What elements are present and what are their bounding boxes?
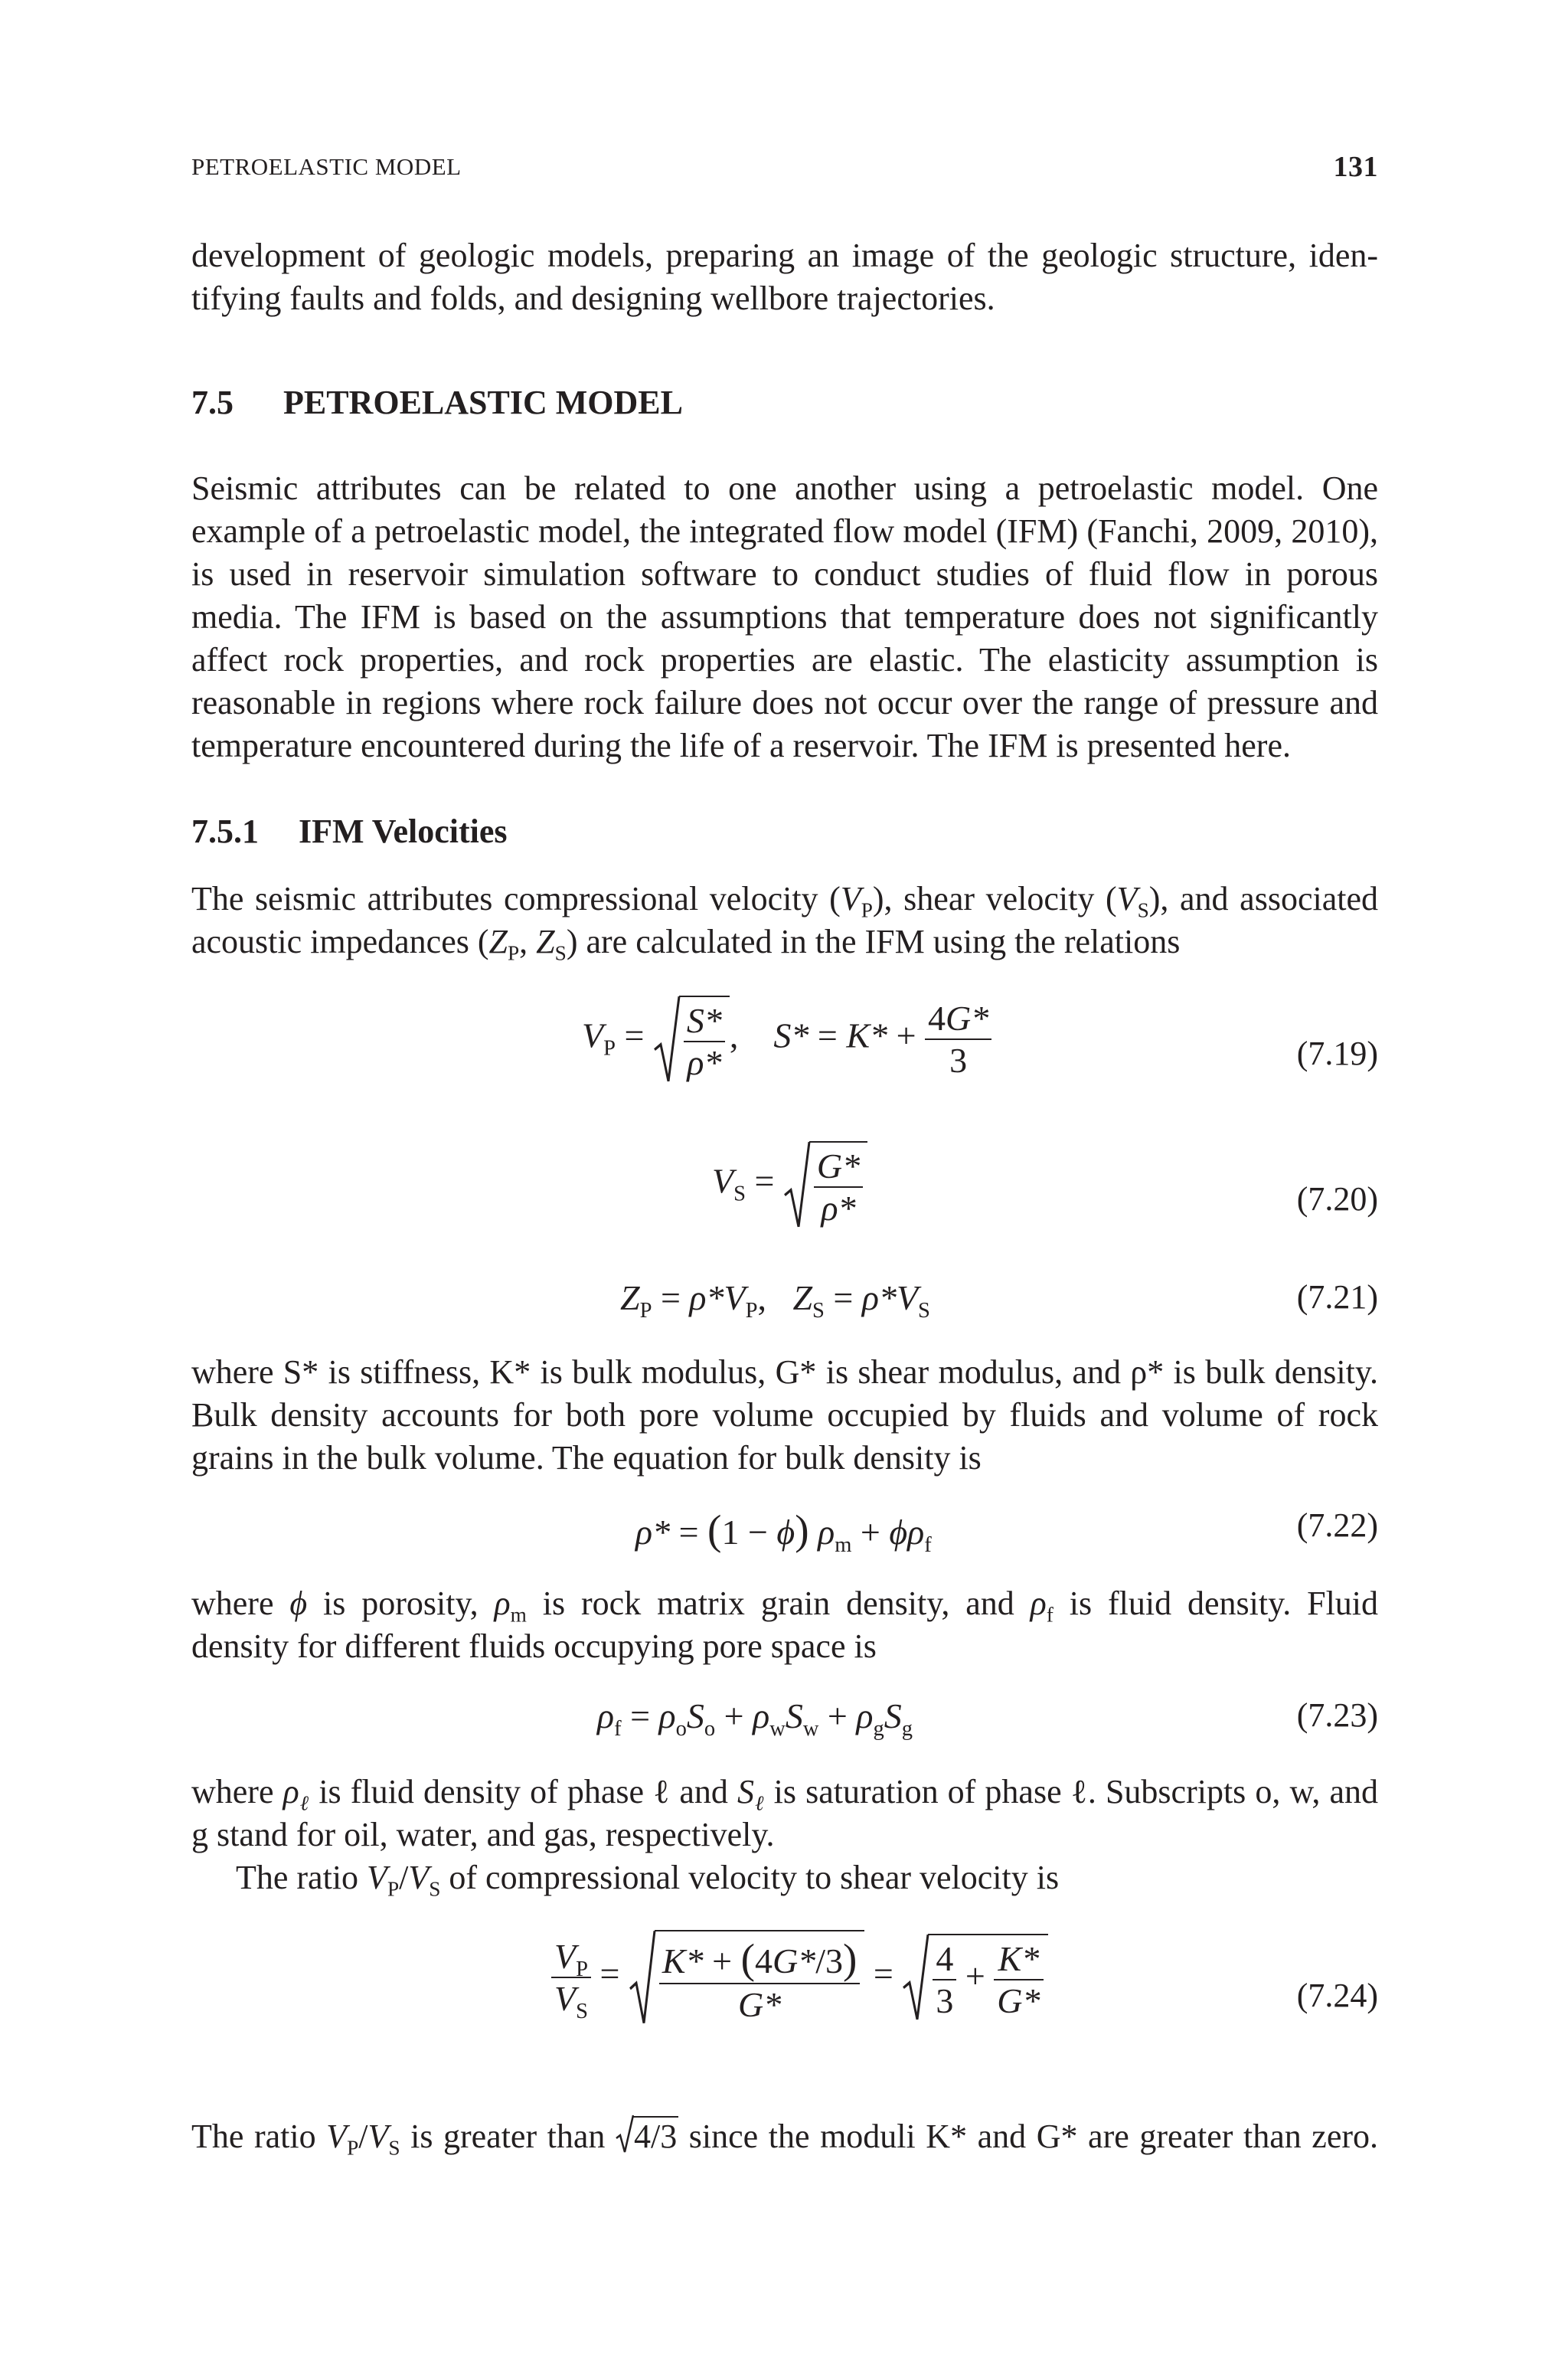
- eq-7-23-body: $\rho_f = \rho_oS_o + \rho_wS_w + \rho_gS_g$: [597, 1696, 913, 1741]
- where-1-rest: Bulk density accounts for both pore volume occupied by fluids and volume of rock grains in the bulk volume. The equation for bulk density is: [191, 1396, 1378, 1477]
- eq-7-20-body: $V_S$ = $\frac{G*}{\rho*}$: [712, 1141, 867, 1228]
- eq-7-21-body: $Z_P = \rho*V_P$, $Z_S = \rho*V_S$: [620, 1278, 930, 1323]
- ratio-intro: The ratio $V_P/V_S$ of compressional velocity to shear velocity is: [236, 1859, 1060, 1901]
- equation-7-20: [191, 1141, 1378, 1256]
- sqrt-symbol: $\frac{K* + (4G*/3)}{G*}$: [629, 1930, 864, 2025]
- intro-line-2: tifying faults and folds, and designing wellbore trajectories.: [191, 280, 995, 317]
- intro-line-1: development of geologic models, preparing an image of the geologic structure, iden-: [191, 237, 1378, 274]
- eq-number-7-19: (7.19): [1296, 1035, 1378, 1072]
- sqrt-symbol: $\frac{G*}{\rho*}$: [783, 1141, 867, 1228]
- sqrt-symbol: $\frac{S*}{\rho*}$: [653, 996, 730, 1083]
- running-title: PETROELASTIC MODEL: [191, 153, 462, 180]
- section-number: 7.5: [191, 384, 234, 421]
- subsection-title: IFM Velocities: [299, 813, 508, 850]
- intro-paragraph: [191, 234, 1378, 320]
- equation-7-23: [191, 1696, 1378, 1742]
- section-heading: [191, 383, 683, 422]
- eq-number-7-21: (7.21): [1296, 1278, 1378, 1316]
- final-paragraph: [191, 2115, 1378, 2158]
- equation-7-22: [191, 1506, 1378, 1555]
- eq-7-24-body: $\frac{V_P}{V_S}$ = $\frac{K* + (4G*/3)}{G*}$ = $\frac{4}{3}$ + $\frac{K*}{G*}$: [551, 1930, 1048, 2025]
- where-3-line-2: g stand for oil, water, and gas, respectively.: [191, 1816, 775, 1853]
- final-line: The ratio $V_P/V_S$ is greater than 4/3 since the moduli K* and G* are greater than zero.: [191, 2115, 1378, 2158]
- section-title: PETROELASTIC MODEL: [283, 384, 683, 421]
- subsection-number: 7.5.1: [191, 813, 259, 850]
- eq-7-19-body: $V_P$ = $\frac{S*}{\rho*}$ , S* = K* + $\frac{4G*}{3}$: [582, 996, 991, 1083]
- eq-number-7-23: (7.23): [1296, 1696, 1378, 1734]
- velocities-line-2: acoustic impedances ($Z_P$, $Z_S$) are calculated in the IFM using the relations: [191, 923, 1181, 965]
- sqrt-symbol: $\frac{4}{3}$ + $\frac{K*}{G*}$: [902, 1934, 1047, 2021]
- running-head: [191, 153, 1378, 199]
- where-1-line-1: where S* is stiffness, K* is bulk modulus, G* is shear modulus, and ρ* is bulk density.: [191, 1353, 1378, 1391]
- eq-7-22-body: ρ* = (1 − ϕ) $\rho_m + \phi\rho_f$: [635, 1506, 932, 1557]
- eq-number-7-22: (7.22): [1296, 1506, 1378, 1544]
- section-paragraph: Seismic attributes can be related to one another using a petroelastic model. One example of a petroelastic model, the integrated flow model (IFM) (Fanchi, 2009, 2010), is used in reservoir simulation software to conduct studies of fluid flow in porous media. The IFM is based on the assumptions that temperature does not significantly affect rock properties, and rock properties are elastic. The elasticity assumption is reasonable in regions where rock failure does not occur over the range of pressure and temperature encountered during the life of a reservoir. The IFM is presented here.: [191, 469, 1378, 764]
- equation-7-21: [191, 1277, 1378, 1323]
- equation-7-19: [191, 996, 1378, 1118]
- where-2-line-1: where ϕ is porosity, $\rho_m$ is rock matrix grain density, and $\rho_f$ is fluid density. Fluid: [191, 1585, 1379, 1627]
- where-paragraph-3: [191, 1771, 1378, 1899]
- velocities-paragraph: [191, 878, 1378, 963]
- page-number: 131: [1333, 151, 1378, 183]
- equation-7-24: [191, 1930, 1378, 2068]
- where-3-line-1: where $\rho_\ell$ is fluid density of phase ℓ and $S_\ell$ is saturation of phase ℓ. Subscripts o, w, and: [191, 1773, 1379, 1815]
- where-paragraph-2: [191, 1582, 1378, 1668]
- where-2-line-2: density for different fluids occupying pore space is: [191, 1627, 877, 1665]
- eq-number-7-20: (7.20): [1296, 1180, 1378, 1218]
- velocities-line-1: The seismic attributes compressional velocity $(V_P)$, shear velocity $(V_S)$, and associated: [191, 880, 1378, 922]
- eq-number-7-24: (7.24): [1296, 1977, 1378, 2014]
- where-paragraph-1: [191, 1351, 1378, 1480]
- subsection-heading: [191, 812, 508, 851]
- sqrt-symbol: 4/3: [616, 2115, 678, 2158]
